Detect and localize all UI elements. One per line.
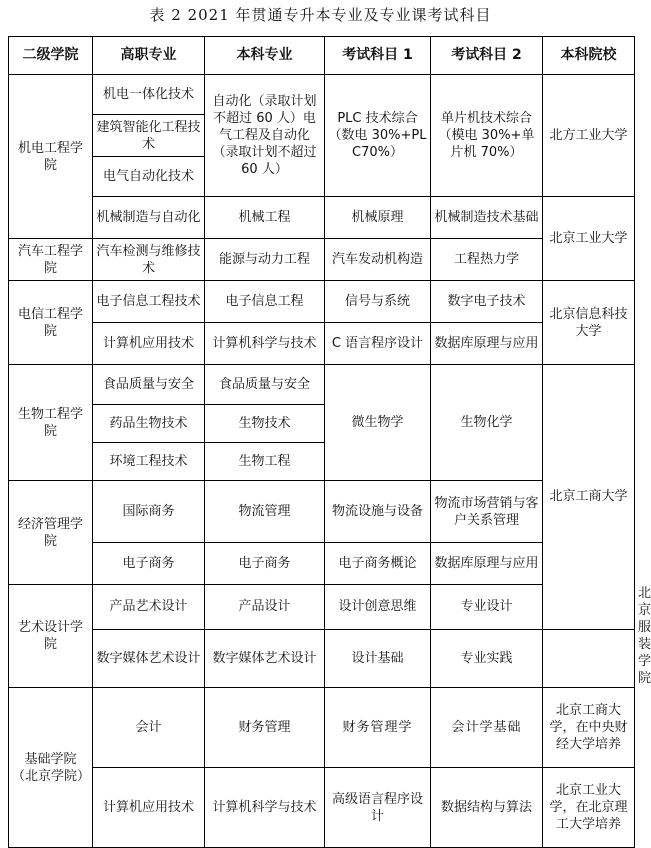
undergraduate-major-cell: 产品设计 — [205, 585, 325, 630]
exam-subject-2-cell: 数据库原理与应用 — [431, 543, 543, 585]
vocational-major-cell: 产品艺术设计 — [93, 585, 205, 630]
vocational-major-cell: 机电一体化技术 — [93, 75, 205, 115]
vocational-major-cell: 计算机应用技术 — [93, 768, 205, 848]
table-row — [9, 543, 635, 585]
undergraduate-major-cell: 食品质量与安全 — [205, 365, 325, 405]
undergraduate-major-cell: 生物工程 — [205, 443, 325, 481]
college-cell: 基础学院（北京学院） — [9, 688, 93, 848]
undergraduate-major-cell: 数字媒体艺术设计 — [205, 629, 325, 687]
vocational-major-cell: 数字媒体艺术设计 — [93, 629, 205, 687]
header-college: 二级学院 — [9, 37, 93, 75]
table-row: 艺术设计学院 产品艺术设计 产品设计 设计创意思维 专业设计 北京服装学院 — [9, 585, 635, 630]
university-cell: 北京工业大学 — [543, 197, 635, 281]
exam-subject-1-cell: 物流设施与设备 — [325, 481, 431, 543]
table-row — [9, 239, 635, 281]
university-cell: 北京工商大学，在中央财经大学培养 — [543, 688, 635, 768]
university-cell: 北京信息科技大学 — [543, 281, 635, 365]
exam-subject-2-cell: 生物化学 — [431, 365, 543, 481]
exam-subject-2-cell: 会计学基础 — [431, 688, 543, 768]
exam-subject-2-cell: 数据结构与算法 — [431, 768, 543, 848]
exam-subject-1-cell: 财务管理学 — [325, 688, 431, 768]
header-vocational-major: 高职专业 — [93, 37, 205, 75]
vocational-major-cell: 国际商务 — [93, 481, 205, 543]
exam-subject-1-cell: 设计基础 — [325, 629, 431, 687]
exam-subject-1-cell: 电子商务概论 — [325, 543, 431, 585]
vocational-major-cell: 计算机应用技术 — [93, 323, 205, 365]
table-row — [9, 768, 635, 848]
undergraduate-major-cell: 机械工程 — [205, 197, 325, 239]
exam-subject-2-cell: 专业设计 — [431, 585, 543, 630]
vocational-major-cell: 食品质量与安全 — [93, 365, 205, 405]
exam-subject-2-cell: 物流市场营销与客户关系管理 — [431, 481, 543, 543]
exam-subject-1-cell: C 语言程序设计 — [325, 323, 431, 365]
header-exam-subject-2: 考试科目 2 — [431, 37, 543, 75]
exam-subject-1-cell: PLC 技术综合（数电 30%+PLC70%） — [325, 75, 431, 197]
table-row — [9, 481, 635, 543]
exam-subject-1-cell: 信号与系统 — [325, 281, 431, 323]
table-caption: 表 2 2021 年贯通专升本专业及专业课考试科目 — [149, 6, 492, 24]
undergraduate-major-cell: 财务管理 — [205, 688, 325, 768]
vocational-major-cell: 机械制造与自动化 — [93, 197, 205, 239]
university-cell: 北方工业大学 — [543, 75, 635, 197]
exam-subject-1-cell: 设计创意思维 — [325, 585, 431, 630]
undergraduate-major-cell: 计算机科学与技术 — [205, 323, 325, 365]
college-cell: 电信工程学院 — [9, 281, 93, 365]
exam-subject-2-cell: 单片机技术综合（模电 30%+单片机 70%） — [431, 75, 543, 197]
vocational-major-cell: 电子商务 — [93, 543, 205, 585]
undergraduate-major-cell: 电子商务 — [205, 543, 325, 585]
exam-subject-2-cell: 专业实践 — [431, 629, 543, 687]
exam-subjects-table — [8, 36, 651, 848]
college-cell: 生物工程学院 — [9, 365, 93, 481]
undergraduate-major-cell: 计算机科学与技术 — [205, 768, 325, 848]
header-university: 本科院校 — [543, 37, 635, 75]
exam-subject-1-cell: 汽车发动机构造 — [325, 239, 431, 281]
vocational-major-cell: 药品生物技术 — [93, 405, 205, 443]
exam-subject-1-cell: 微生物学 — [325, 365, 431, 481]
exam-subject-1-cell: 高级语言程序设计 — [325, 768, 431, 848]
exam-subject-2-cell: 工程热力学 — [431, 239, 543, 281]
vocational-major-cell: 电子信息工程技术 — [93, 281, 205, 323]
college-cell: 艺术设计学院 — [9, 585, 93, 688]
undergraduate-major-cell: 自动化（录取计划不超过 60 人）电气工程及自动化（录取计划不超过 60 人） — [205, 75, 325, 197]
table-row — [9, 688, 635, 768]
vocational-major-cell: 汽车检测与维修技术 — [93, 239, 205, 281]
exam-subject-1-cell: 机械原理 — [325, 197, 431, 239]
vocational-major-cell: 建筑智能化工程技术 — [93, 115, 205, 157]
college-cell: 汽车工程学院 — [9, 239, 93, 281]
table-row — [9, 323, 635, 365]
undergraduate-major-cell: 能源与动力工程 — [205, 239, 325, 281]
table-row — [9, 281, 635, 323]
table-header-row — [9, 37, 635, 75]
header-exam-subject-1: 考试科目 1 — [325, 37, 431, 75]
undergraduate-major-cell: 电子信息工程 — [205, 281, 325, 323]
table-row — [9, 197, 635, 239]
header-undergraduate-major: 本科专业 — [205, 37, 325, 75]
table-row — [9, 365, 635, 405]
exam-subject-2-cell: 机械制造技术基础 — [431, 197, 543, 239]
vocational-major-cell: 会计 — [93, 688, 205, 768]
exam-subject-2-cell: 数据库原理与应用 — [431, 323, 543, 365]
college-cell: 机电工程学院 — [9, 75, 93, 239]
undergraduate-major-cell: 物流管理 — [205, 481, 325, 543]
exam-subject-2-cell: 数字电子技术 — [431, 281, 543, 323]
table-row — [9, 629, 635, 687]
table-row — [9, 75, 635, 115]
university-cell: 北京工商大学 — [543, 365, 635, 630]
college-cell: 经济管理学院 — [9, 481, 93, 585]
university-cell: 北京工业大学，在北京理工大学培养 — [543, 768, 635, 848]
vocational-major-cell: 环境工程技术 — [93, 443, 205, 481]
vocational-major-cell: 电气自动化技术 — [93, 157, 205, 197]
undergraduate-major-cell: 生物技术 — [205, 405, 325, 443]
